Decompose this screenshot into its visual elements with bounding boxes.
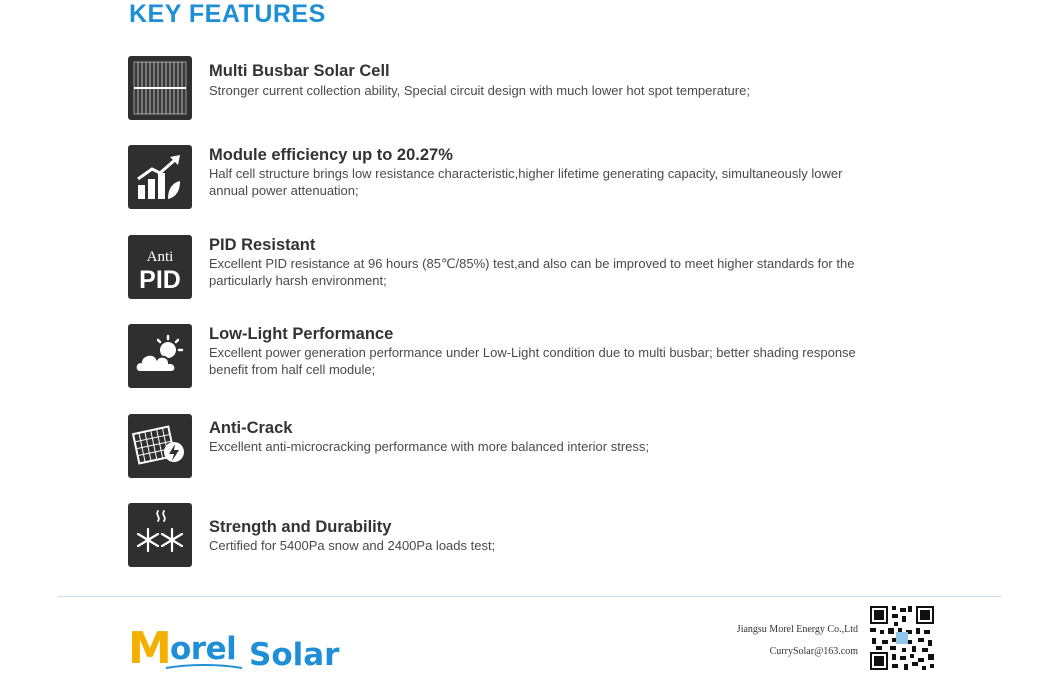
feature-description: Stronger current collection ability, Special circuit design with much lower hot spot temperature; xyxy=(209,83,750,98)
cloud-sun-icon xyxy=(128,324,192,388)
anti-pid-icon-bottom-text: PID xyxy=(139,266,181,294)
logo-m: M xyxy=(128,623,172,674)
feature-efficiency xyxy=(128,145,888,209)
company-name: Jiangsu Morel Energy Co.,Ltd xyxy=(736,624,858,635)
feature-description: Certified for 5400Pa snow and 2400Pa loads test; xyxy=(209,538,496,553)
feature-title: Low-Light Performance xyxy=(209,325,394,343)
logo-morel: orel xyxy=(170,631,237,667)
feature-title: PID Resistant xyxy=(209,236,316,254)
feature-anti-crack xyxy=(128,414,888,478)
logo-solar: Solar xyxy=(249,637,340,673)
feature-description: Half cell structure brings low resistance characteristic,higher lifetime generating capacity, simultaneously lower annual power attenuation; xyxy=(209,166,843,198)
snowflake-heat-icon xyxy=(128,503,192,567)
feature-description: Excellent power generation performance under Low-Light condition due to multi busbar; better shading response benefit from half cell module; xyxy=(209,345,856,377)
anti-pid-icon-top-text: Anti xyxy=(146,249,174,265)
solar-cell-icon xyxy=(128,56,192,120)
logo-swoosh xyxy=(164,662,244,672)
feature-pid-resistant xyxy=(128,235,888,299)
panel-bolt-icon xyxy=(128,414,192,478)
feature-title: Multi Busbar Solar Cell xyxy=(209,62,390,80)
feature-title: Module efficiency up to 20.27% xyxy=(209,146,453,164)
feature-description: Excellent anti-microcracking performance with more balanced interior stress; xyxy=(209,439,650,454)
morel-solar-logo xyxy=(128,622,358,678)
anti-pid-icon xyxy=(128,235,192,299)
feature-title: Anti-Crack xyxy=(209,419,293,437)
qr-code-icon xyxy=(868,604,936,672)
feature-title: Strength and Durability xyxy=(209,518,392,536)
contact-email: CurrySolar@163.com xyxy=(769,646,858,657)
page-title: KEY FEATURES xyxy=(129,0,326,28)
feature-multi-busbar xyxy=(128,56,888,120)
feature-low-light xyxy=(128,324,888,388)
feature-strength-durability xyxy=(128,503,888,567)
footer-divider xyxy=(58,596,1002,597)
efficiency-growth-icon xyxy=(128,145,192,209)
feature-description: Excellent PID resistance at 96 hours (85℃/85%) test,and also can be improved to meet higher standards for the particularly harsh environment; xyxy=(209,256,855,288)
